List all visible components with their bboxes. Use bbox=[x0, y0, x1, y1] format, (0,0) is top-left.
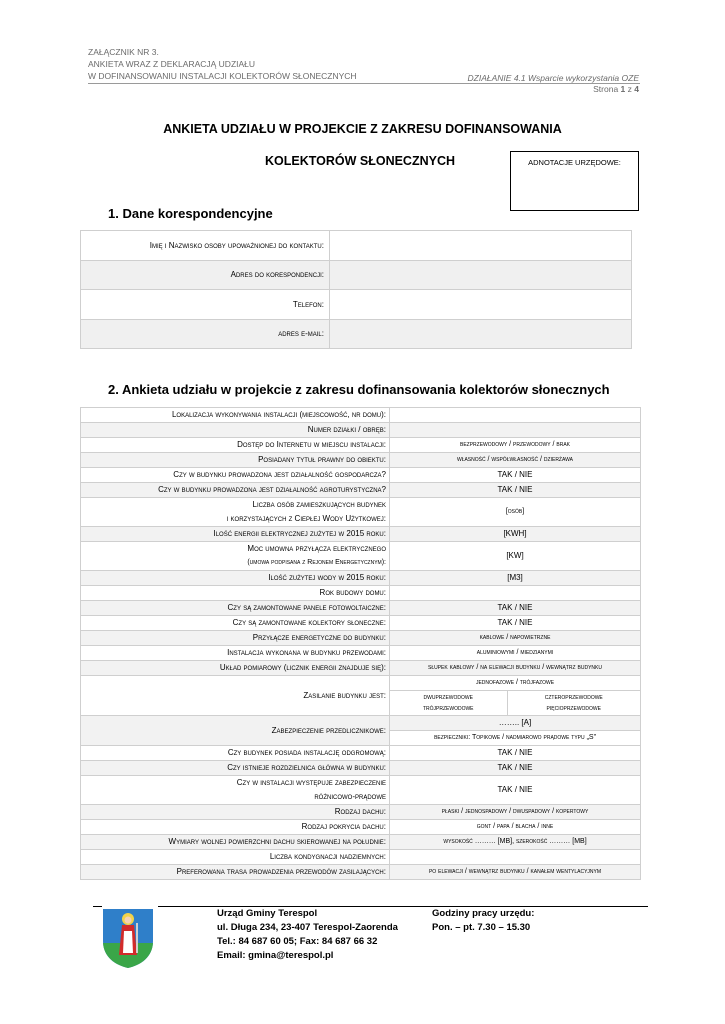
contact-address-input[interactable] bbox=[330, 260, 632, 290]
survey-label: Czy w budynku prowadzona jest działalność agroturystyczna? bbox=[81, 483, 390, 498]
survey-plot-input[interactable] bbox=[390, 423, 641, 438]
survey-roof-cover-options[interactable]: gont / papa / blacha / inne bbox=[390, 820, 641, 835]
survey-label: Czy w budynku prowadzona jest działalność gospodarcza? bbox=[81, 468, 390, 483]
footer-hours bbox=[432, 907, 534, 935]
survey-year-input[interactable] bbox=[390, 586, 641, 601]
survey-label: Preferowana trasa prowadzenia przewodów zasilających: bbox=[81, 865, 390, 880]
survey-label: Czy istnieje rozdzielnica główna w budynku: bbox=[81, 761, 390, 776]
survey-meter-options[interactable]: słupek kablowy / na elewacji budynku / wewnątrz budynku bbox=[390, 661, 641, 676]
survey-water-input[interactable]: [M3] bbox=[390, 571, 641, 586]
survey-label: Czy są zamontowane panele fotowoltaiczne: bbox=[81, 601, 390, 616]
annotations-box bbox=[510, 151, 639, 211]
supply-subtable: dwuprzewodowe trójprzewodowe czteroprzewodowe pięcioprzewodowe bbox=[390, 691, 640, 715]
section1-heading: 1. Dane korespondencyjne bbox=[108, 206, 273, 221]
survey-label: Przyłącze energetyczne do budynku: bbox=[81, 631, 390, 646]
survey-power-input[interactable]: [KW] bbox=[390, 542, 641, 571]
survey-collectors-yesno[interactable]: TAK / NIE bbox=[390, 616, 641, 631]
survey-label: Zabezpieczenie przedlicznikowe: bbox=[81, 716, 390, 746]
survey-label: Ilość zużytej wody w 2015 roku: bbox=[81, 571, 390, 586]
survey-floors-input[interactable] bbox=[390, 850, 641, 865]
municipality-crest-icon bbox=[101, 907, 155, 969]
survey-route-options[interactable]: po elewacji / wewnątrz budynku / kanałem wentylacyjnym bbox=[390, 865, 641, 880]
survey-internet-options[interactable]: bezprzewodowy / przewodowy / brak bbox=[390, 438, 641, 453]
survey-label: Zasilanie budynku jest: bbox=[81, 676, 390, 716]
survey-label: Rodzaj pokrycia dachu: bbox=[81, 820, 390, 835]
header-line3: W DOFINANSOWANIU INSTALACJI KOLEKTORÓW SŁONECZNYCH bbox=[88, 71, 357, 81]
survey-supply-options[interactable]: jednofazowe / trójfazowe dwuprzewodowe trójprzewodowe czteroprzewodowe pięcioprzewodowe bbox=[390, 676, 641, 716]
contact-email-input[interactable] bbox=[330, 319, 632, 349]
survey-roof-dimensions-input[interactable]: wysokość ……… [MB], szerokość ……… [MB] bbox=[390, 835, 641, 850]
survey-label: Czy są zamontowane kolektory słoneczne: bbox=[81, 616, 390, 631]
contact-table bbox=[80, 230, 632, 349]
survey-label: Lokalizacja wykonywania instalacji (miejscowość, nr domu): bbox=[81, 408, 390, 423]
header-line1: ZAŁĄCZNIK NR 3. bbox=[88, 47, 159, 57]
survey-label: Liczba kondygnacji nadziemnych: bbox=[81, 850, 390, 865]
survey-pv-yesno[interactable]: TAK / NIE bbox=[390, 601, 641, 616]
survey-label: Instalacja wykonana w budynku przewodami: bbox=[81, 646, 390, 661]
survey-lightning-yesno[interactable]: TAK / NIE bbox=[390, 746, 641, 761]
office-email[interactable]: Email: gmina@terespol.pl bbox=[217, 950, 334, 961]
survey-label: Dostęp do Internetu w miejscu instalacji: bbox=[81, 438, 390, 453]
survey-label: Czy budynek posiada instalację odgromową: bbox=[81, 746, 390, 761]
crest-sword bbox=[136, 923, 138, 953]
office-address: ul. Długa 234, 23-407 Terespol-Zaorenda bbox=[217, 922, 398, 933]
survey-label: Posiadany tytuł prawny do obiektu: bbox=[81, 453, 390, 468]
survey-label: Ilość energii elektrycznej zużytej w 2015 roku: bbox=[81, 527, 390, 542]
survey-label: Moc umowna przyłącza elektrycznego (umowa podpisana z Rejonem Energetycznym): bbox=[81, 542, 390, 571]
footer-office bbox=[217, 907, 398, 963]
contact-name-input[interactable] bbox=[330, 231, 632, 261]
survey-business-yesno[interactable]: TAK / NIE bbox=[390, 468, 641, 483]
survey-connection-options[interactable]: kablowe / napowietrzne bbox=[390, 631, 641, 646]
survey-location-input[interactable] bbox=[390, 408, 641, 423]
survey-label: Rok budowy domu: bbox=[81, 586, 390, 601]
annotations-label: ADNOTACJE URZĘDOWE: bbox=[528, 158, 621, 167]
hours-label: Godziny pracy urzędu: bbox=[432, 908, 535, 919]
survey-rcd-yesno[interactable]: TAK / NIE bbox=[390, 776, 641, 805]
contact-label: adres e-mail: bbox=[81, 319, 330, 349]
title-line2: KOLEKTORÓW SŁONECZNYCH bbox=[264, 154, 456, 168]
title-line1: ANKIETA UDZIAŁU W PROJEKCIE Z ZAKRESU DOFINANSOWANIA bbox=[163, 122, 562, 136]
crest-robe bbox=[123, 931, 133, 953]
contact-label: Imię i Nazwisko osoby upoważnionej do kontaktu: bbox=[81, 231, 330, 261]
survey-switchboard-yesno[interactable]: TAK / NIE bbox=[390, 761, 641, 776]
hours-value: Pon. – pt. 7.30 – 15.30 bbox=[432, 922, 531, 933]
survey-label: Numer działki / obręb: bbox=[81, 423, 390, 438]
survey-label: Liczba osób zamieszkujących budynek i korzystających z Ciepłej Wody Użytkowej: bbox=[81, 498, 390, 527]
header-action: DZIAŁANIE 4.1 Wsparcie wykorzystania OZE bbox=[467, 73, 639, 83]
survey-label: Czy w instalacji występuje zabezpieczenie różnicowo-prądowe bbox=[81, 776, 390, 805]
contact-phone-input[interactable] bbox=[330, 290, 632, 320]
survey-table bbox=[80, 407, 641, 880]
section2-heading: 2. Ankieta udziału w projekcie z zakresu dofinansowania kolektorów słonecznych bbox=[108, 382, 610, 397]
survey-roof-type-options[interactable]: płaski / jednospadowy / dwuspadowy / kopertowy bbox=[390, 805, 641, 820]
office-phone: Tel.: 84 687 60 05; Fax: 84 687 66 32 bbox=[217, 936, 378, 947]
contact-label: Telefon: bbox=[81, 290, 330, 320]
survey-label: Wymiary wolnej powierzchni dachu skierowanej na południe: bbox=[81, 835, 390, 850]
office-name: Urząd Gminy Terespol bbox=[217, 908, 318, 919]
survey-label: Rodzaj dachu: bbox=[81, 805, 390, 820]
survey-title-options[interactable]: własność / współwłasność / dzierżawa bbox=[390, 453, 641, 468]
page-number: Strona 1 z 4 bbox=[593, 84, 639, 94]
header-line2: ANKIETA WRAZ Z DEKLARACJĄ UDZIAŁU bbox=[88, 59, 256, 69]
survey-breaker-options[interactable]: …….. [A] bezpieczniki: Topikowe / nadmiarowo prądowe typu „S” bbox=[390, 716, 641, 746]
survey-energy-input[interactable]: [KWH] bbox=[390, 527, 641, 542]
survey-persons-input[interactable]: [osób] bbox=[390, 498, 641, 527]
contact-label: Adres do korespondencji: bbox=[81, 260, 330, 290]
survey-agro-yesno[interactable]: TAK / NIE bbox=[390, 483, 641, 498]
crest-head bbox=[125, 917, 132, 924]
survey-wiring-options[interactable]: aluminiowymi / miedzianymi bbox=[390, 646, 641, 661]
survey-label: Układ pomiarowy (licznik energii znajduje się): bbox=[81, 661, 390, 676]
